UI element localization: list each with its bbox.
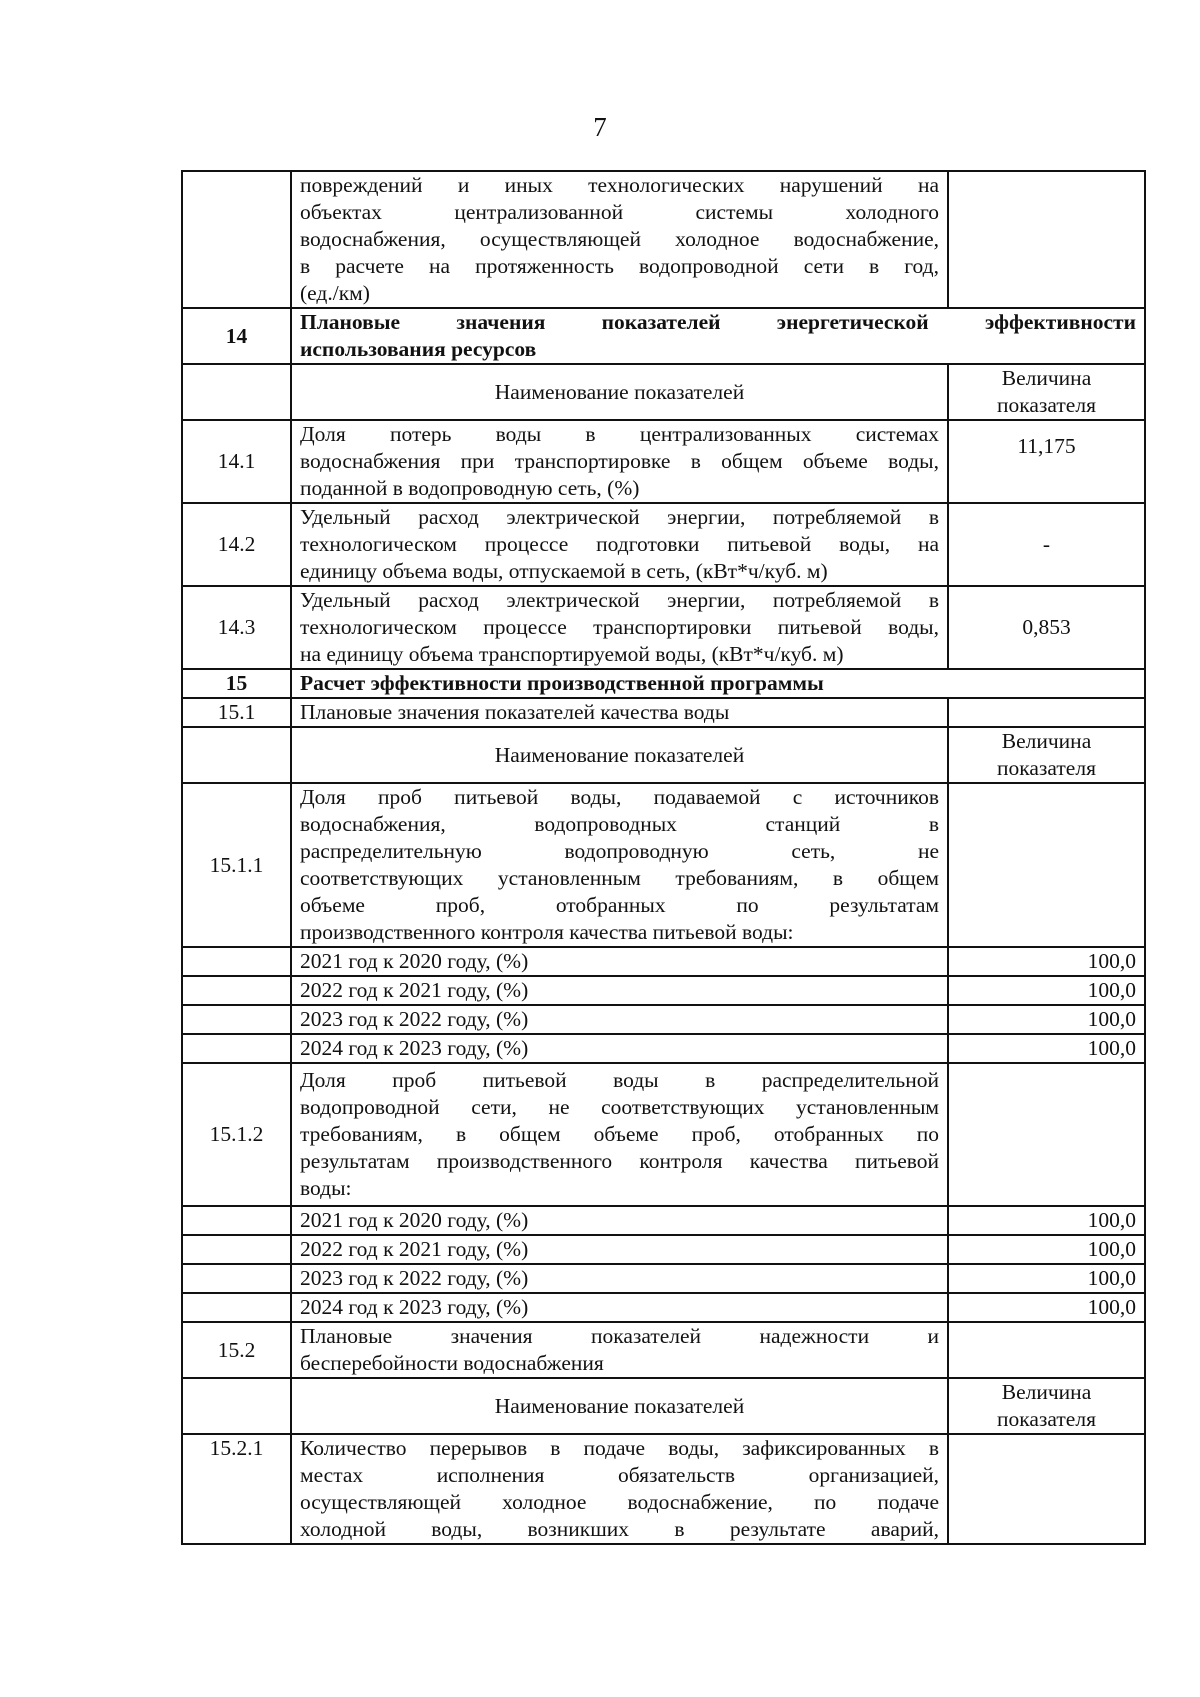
section-number: 14 — [182, 308, 291, 364]
year-label: 2024 год к 2023 году, (%) — [291, 1034, 948, 1063]
year-row — [182, 947, 1145, 976]
number-cell — [182, 1293, 291, 1322]
indicators-table — [181, 170, 1146, 1545]
number-cell — [182, 1264, 291, 1293]
text-line: технологическом процессе подготовки питьевой воды, на — [300, 532, 939, 556]
section-row — [182, 308, 1145, 364]
text-line: Доля проб питьевой воды, подаваемой с источников — [300, 785, 939, 809]
section-row — [182, 669, 1145, 698]
number-cell — [182, 1005, 291, 1034]
section-title: Расчет эффективности производственной программы — [291, 669, 1145, 698]
year-row — [182, 1264, 1145, 1293]
year-row — [182, 1034, 1145, 1063]
indicator-text — [291, 420, 948, 503]
year-value: 100,0 — [948, 1005, 1145, 1034]
value-cell — [948, 171, 1145, 308]
text-line: воды: — [300, 1176, 352, 1200]
row-number: 15.1 — [182, 698, 291, 727]
year-label: 2024 год к 2023 году, (%) — [291, 1293, 948, 1322]
year-label: 2021 год к 2020 году, (%) — [291, 1206, 948, 1235]
text-line: Удельный расход электрической энергии, потребляемой в — [300, 505, 939, 529]
indicator-text — [291, 171, 948, 308]
row-number: 14.3 — [182, 586, 291, 669]
text-line: бесперебойности водоснабжения — [300, 1351, 604, 1375]
text-line: поданной в водопроводную сеть, (%) — [300, 476, 640, 500]
subsection-row — [182, 1322, 1145, 1378]
subsection-title: Плановые значения показателей качества воды — [291, 698, 948, 727]
indicator-value: 11,175 — [948, 420, 1145, 503]
column-header-value: Величина показателя — [948, 364, 1145, 420]
text-line: объектах централизованной системы холодного — [300, 200, 939, 224]
year-label: 2021 год к 2020 году, (%) — [291, 947, 948, 976]
text-line: Количество перерывов в подаче воды, зафиксированных в — [300, 1436, 939, 1460]
table-row — [182, 586, 1145, 669]
text-line: единицу объема воды, отпускаемой в сеть, (кВт*ч/куб. м) — [300, 559, 828, 583]
text-line: водоснабжения при транспортировке в общем объеме воды, — [300, 449, 939, 473]
row-number: 15.1.1 — [182, 783, 291, 947]
subsection-title — [291, 1322, 948, 1378]
table-row — [182, 1063, 1145, 1206]
column-header-name: Наименование показателей — [291, 364, 948, 420]
table-row — [182, 171, 1145, 308]
value-cell — [948, 1434, 1145, 1544]
number-cell — [182, 1206, 291, 1235]
year-value: 100,0 — [948, 1264, 1145, 1293]
text-line: технологическом процессе транспортировки питьевой воды, — [300, 615, 939, 639]
table-row — [182, 420, 1145, 503]
text-line: результатам производственного контроля качества питьевой — [300, 1149, 939, 1173]
row-number: 14.1 — [182, 420, 291, 503]
number-cell — [182, 364, 291, 420]
indicator-value: 0,853 — [948, 586, 1145, 669]
year-value: 100,0 — [948, 1235, 1145, 1264]
text-line: осуществляющей холодное водоснабжение, по подаче — [300, 1490, 939, 1514]
table-row — [182, 783, 1145, 947]
year-label: 2023 год к 2022 году, (%) — [291, 1264, 948, 1293]
indicator-text — [291, 1063, 948, 1206]
number-cell — [182, 727, 291, 783]
year-value: 100,0 — [948, 976, 1145, 1005]
year-value: 100,0 — [948, 1034, 1145, 1063]
number-cell — [182, 171, 291, 308]
year-row — [182, 976, 1145, 1005]
column-header-value: Величина показателя — [948, 1378, 1145, 1434]
text-line: (ед./км) — [300, 281, 370, 305]
number-cell — [182, 1378, 291, 1434]
text-line: повреждений и иных технологических нарушений на — [300, 173, 939, 197]
column-header-name: Наименование показателей — [291, 1378, 948, 1434]
number-cell — [182, 1235, 291, 1264]
indicator-value: - — [948, 503, 1145, 586]
indicator-text — [291, 783, 948, 947]
table-row — [182, 1434, 1145, 1544]
number-cell — [182, 947, 291, 976]
text-line: Удельный расход электрической энергии, потребляемой в — [300, 588, 939, 612]
text-line: в расчете на протяженность водопроводной сети в год, — [300, 254, 939, 278]
subsection-row — [182, 698, 1145, 727]
column-header-value: Величина показателя — [948, 727, 1145, 783]
year-row — [182, 1206, 1145, 1235]
page-number: 7 — [593, 112, 607, 142]
text-line: Плановые значения показателей надежности и — [300, 1324, 939, 1348]
header-row — [182, 1378, 1145, 1434]
year-label: 2023 год к 2022 году, (%) — [291, 1005, 948, 1034]
text-line: распределительную водопроводную сеть, не — [300, 839, 939, 863]
indicator-text — [291, 586, 948, 669]
row-number: 15.2 — [182, 1322, 291, 1378]
text-line: водоснабжения, осуществляющей холодное водоснабжение, — [300, 227, 939, 251]
section-title-line: использования ресурсов — [300, 337, 537, 361]
value-cell — [948, 698, 1145, 727]
text-line: соответствующих установленным требованиям, в общем — [300, 866, 939, 890]
year-label: 2022 год к 2021 году, (%) — [291, 976, 948, 1005]
year-label: 2022 год к 2021 году, (%) — [291, 1235, 948, 1264]
year-value: 100,0 — [948, 1206, 1145, 1235]
header-row — [182, 727, 1145, 783]
year-value: 100,0 — [948, 947, 1145, 976]
text-line: местах исполнения обязательств организацией, — [300, 1463, 939, 1487]
number-cell — [182, 976, 291, 1005]
year-row — [182, 1235, 1145, 1264]
row-number: 15.2.1 — [182, 1434, 291, 1544]
indicator-text — [291, 503, 948, 586]
value-cell — [948, 1063, 1145, 1206]
text-line: объеме проб, отобранных по результатам — [300, 893, 939, 917]
indicator-text — [291, 1434, 948, 1544]
section-title — [291, 308, 1145, 364]
year-row — [182, 1005, 1145, 1034]
header-row — [182, 364, 1145, 420]
value-cell — [948, 783, 1145, 947]
value-cell — [948, 1322, 1145, 1378]
text-line: на единицу объема транспортируемой воды, (кВт*ч/куб. м) — [300, 642, 844, 666]
column-header-name: Наименование показателей — [291, 727, 948, 783]
section-number: 15 — [182, 669, 291, 698]
section-title-line: Плановые значения показателей энергетической эффективности — [300, 310, 1136, 334]
row-number: 15.1.2 — [182, 1063, 291, 1206]
row-number: 14.2 — [182, 503, 291, 586]
text-line: водоснабжения, водопроводных станций в — [300, 812, 939, 836]
text-line: требованиям, в общем объеме проб, отобранных по — [300, 1122, 939, 1146]
text-line: холодной воды, возникших в результате аварий, — [300, 1517, 939, 1541]
text-line: Доля потерь воды в централизованных системах — [300, 422, 939, 446]
year-value: 100,0 — [948, 1293, 1145, 1322]
number-cell — [182, 1034, 291, 1063]
year-row — [182, 1293, 1145, 1322]
text-line: водопроводной сети, не соответствующих установленным — [300, 1095, 939, 1119]
table-row — [182, 503, 1145, 586]
text-line: Доля проб питьевой воды в распределительной — [300, 1068, 939, 1092]
text-line: производственного контроля качества питьевой воды: — [300, 920, 794, 944]
